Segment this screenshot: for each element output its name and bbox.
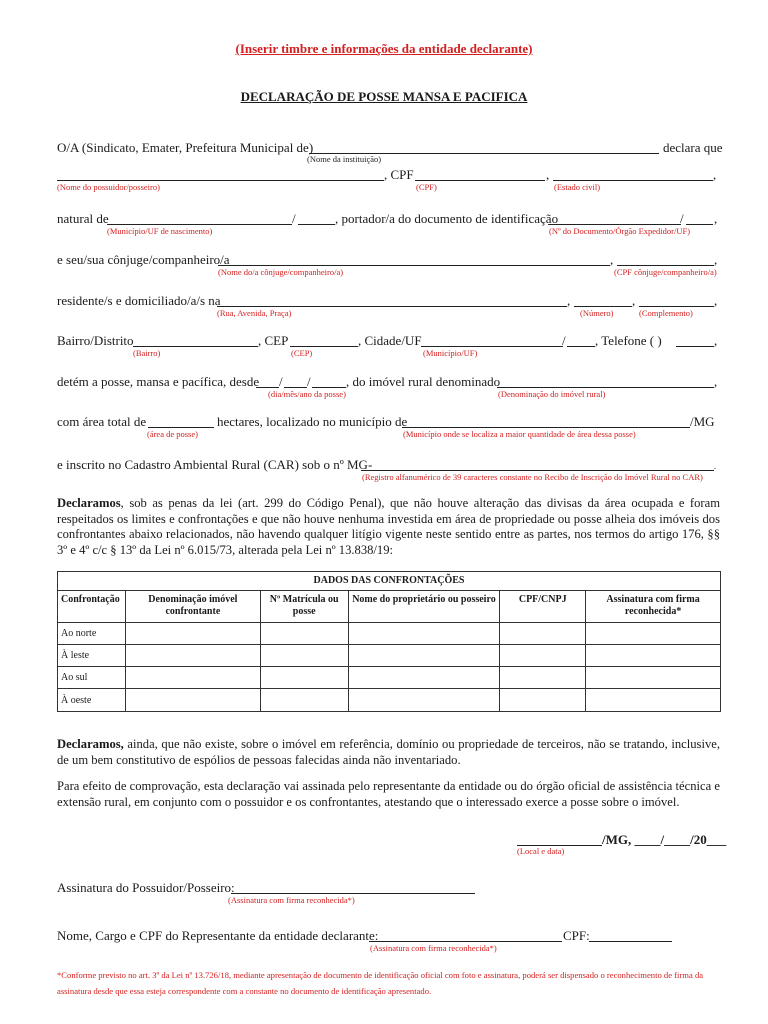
place-date-caption: (Local e data)	[517, 846, 565, 856]
cell-input[interactable]	[500, 689, 586, 712]
district-caption: (Bairro)	[133, 348, 161, 358]
municipality-caption: (Município onde se localiza a maior quantidade de área dessa posse)	[403, 429, 636, 439]
comma: ,	[567, 293, 571, 308]
comma: ,	[546, 167, 550, 182]
cpf-caption: (CPF)	[416, 182, 437, 192]
cell-input[interactable]	[260, 667, 348, 689]
cell-input[interactable]	[500, 667, 586, 689]
street-caption: (Rua, Avenida, Praça)	[217, 308, 292, 318]
number-field[interactable]	[574, 306, 632, 307]
table-row	[58, 667, 721, 689]
phone-label: , Telefone ( )	[595, 333, 662, 348]
owner-cpf-field[interactable]	[415, 180, 545, 181]
spouse-label: e seu/sua cônjuge/companheiro/a	[57, 252, 230, 267]
declaration-paragraph-3: Para efeito de comprovação, esta declaração vai assinada pelo representante da entidade ou do órgão oficial de assistência técnica e extensão rural, em conjunto com o possuidor e os confrontantes, atestando que o interessado exerce a posse sobre o imóvel.	[57, 779, 720, 809]
col-header-registration: Nº Matrícula ou posse	[260, 591, 348, 623]
row-label-west: À oeste	[58, 689, 126, 712]
declaration-bold: Declaramos	[57, 496, 121, 510]
cell-input[interactable]	[348, 645, 500, 667]
document-caption: (Nº do Documento/Órgão Expedidor/UF)	[549, 226, 691, 236]
spouse-cpf-caption: (CPF cônjuge/companheiro/a)	[614, 267, 717, 277]
area-label: com área total de	[57, 414, 147, 429]
cell-input[interactable]	[260, 623, 348, 645]
possession-day-field[interactable]	[256, 387, 279, 388]
comma: ,	[714, 293, 718, 308]
complement-field[interactable]	[639, 306, 714, 307]
cpf-label: , CPF	[384, 167, 414, 182]
document-uf-field[interactable]	[686, 224, 713, 225]
state-suffix: /MG	[690, 414, 715, 429]
possession-date-caption: (dia/mês/ano da posse)	[268, 389, 346, 399]
document-label: , portador/a do documento de identificação	[335, 211, 559, 226]
cell-input[interactable]	[125, 667, 260, 689]
owner-name-caption: (Nome do possuidor/posseiro)	[57, 182, 160, 192]
col-header-property-name: Denominação imóvel confrontante	[125, 591, 260, 623]
footnote: *Conforme previsto no art. 3º da Lei nº 13.726/18, mediante apresentação de documento de identificação oficial com foto e assinatura, poderá ser dispensado o reconhecimento de firma da assinatura desde que essa esteja correspondente com a constante no documento de identificação apresentado.	[57, 970, 704, 996]
declaration-bold: Declaramos,	[57, 737, 124, 751]
birthplace-field[interactable]	[107, 224, 292, 225]
cell-input[interactable]	[348, 667, 500, 689]
declares-label: declara que	[663, 140, 723, 155]
cell-input[interactable]	[260, 689, 348, 712]
address-label: residente/s e domiciliado/a/s na	[57, 293, 221, 308]
col-header-owner-name: Nome do proprietário ou posseiro	[348, 591, 500, 623]
area-field[interactable]	[148, 427, 214, 428]
car-label: e inscrito no Cadastro Ambiental Rural (CAR) sob o nº MG-	[57, 457, 373, 472]
comma: ,	[714, 333, 718, 348]
owner-signature-field[interactable]	[231, 893, 475, 894]
col-header-signature: Assinatura com firma reconhecida*	[586, 591, 721, 623]
slash: /	[279, 374, 283, 389]
comma: ,	[714, 211, 718, 226]
car-caption: (Registro alfanumérico de 39 caracteres constante no Recibo de Inscrição do Imóvel Rural no CAR)	[362, 472, 703, 482]
cell-input[interactable]	[125, 689, 260, 712]
row-label-north: Ao norte	[58, 623, 126, 645]
representative-label: Nome, Cargo e CPF do Representante da entidade declarante:	[57, 928, 379, 943]
possession-since-label: detém a posse, mansa e pacífica, desde	[57, 374, 260, 389]
complement-caption: (Complemento)	[639, 308, 693, 318]
property-name-caption: (Denominação do imóvel rural)	[498, 389, 606, 399]
municipality-field[interactable]	[402, 427, 690, 428]
cell-input[interactable]	[125, 645, 260, 667]
document-title: DECLARAÇÃO DE POSSE MANSA E PACIFICA	[240, 89, 528, 104]
representative-cpf-field[interactable]	[589, 941, 672, 942]
col-header-confrontation: Confrontação	[58, 591, 126, 623]
declaration-paragraph-2	[57, 737, 720, 768]
table-title: DADOS DAS CONFRONTAÇÕES	[58, 572, 721, 591]
row-label-south: Ao sul	[58, 667, 126, 689]
property-name-label: , do imóvel rural denominado	[346, 374, 501, 389]
comma: ,	[713, 167, 717, 182]
confrontations-table	[57, 571, 721, 712]
number-caption: (Número)	[580, 308, 614, 318]
table-row	[58, 645, 721, 667]
civil-status-field[interactable]	[553, 180, 713, 181]
district-field[interactable]	[133, 346, 258, 347]
col-header-cpf-cnpj: CPF/CNPJ	[500, 591, 586, 623]
cell-input[interactable]	[500, 645, 586, 667]
cep-caption: (CEP)	[291, 348, 313, 358]
document-number-field[interactable]	[548, 224, 681, 225]
area-caption: (área de posse)	[147, 429, 198, 439]
spouse-name-caption: (Nome do/a cônjuge/companheiro/a)	[218, 267, 344, 277]
cell-input[interactable]	[586, 667, 721, 689]
comma: ,	[714, 252, 718, 267]
property-name-field[interactable]	[497, 387, 714, 388]
city-label: , Cidade/UF	[358, 333, 422, 348]
cell-input[interactable]	[125, 623, 260, 645]
table-row	[58, 689, 721, 712]
institution-caption: (Nome da instituição)	[307, 154, 382, 164]
representative-cpf-label: CPF:	[563, 928, 590, 943]
comma: ,	[632, 293, 636, 308]
letterhead-placeholder: (Inserir timbre e informações da entidade declarante)	[235, 41, 533, 56]
cell-input[interactable]	[586, 623, 721, 645]
table-row	[58, 623, 721, 645]
owner-signature-label: Assinatura do Possuidor/Posseiro:	[57, 880, 235, 895]
civil-status-caption: (Estado civil)	[554, 182, 601, 192]
city-caption: (Município/UF)	[423, 348, 478, 358]
cell-input[interactable]	[260, 645, 348, 667]
slash: /	[307, 374, 311, 389]
cell-input[interactable]	[348, 689, 500, 712]
comma: ,	[610, 252, 614, 267]
row-label-east: À leste	[58, 645, 126, 667]
slash: /	[562, 333, 566, 348]
city-field[interactable]	[421, 346, 563, 347]
owner-name-field[interactable]	[57, 180, 384, 181]
municipality-label: hectares, localizado no município de	[217, 414, 408, 429]
period: .	[714, 462, 716, 471]
representative-signature-caption: (Assinatura com firma reconhecida*)	[370, 943, 497, 953]
representative-signature-field[interactable]	[369, 941, 562, 942]
cell-input[interactable]	[500, 623, 586, 645]
owner-signature-caption: (Assinatura com firma reconhecida*)	[228, 895, 355, 905]
street-field[interactable]	[217, 306, 567, 307]
cep-field[interactable]	[290, 346, 358, 347]
slash: /	[292, 211, 296, 226]
declaration-paragraph-1	[57, 496, 720, 558]
possession-month-field[interactable]	[284, 387, 307, 388]
birthplace-label: natural de	[57, 211, 109, 226]
declaration-text: ainda, que não existe, sobre o imóvel em referência, domínio ou propriedade de terceiros, não se tratando, inclusive, de um bem constitutivo de espólios de pessoas falecidas ainda não inventariado.	[57, 737, 720, 767]
phone-field[interactable]	[676, 346, 714, 347]
city-uf-field[interactable]	[567, 346, 595, 347]
place-date-text: /MG, ____/____/20___	[602, 832, 727, 847]
comma: ,	[714, 374, 718, 389]
slash: /	[680, 211, 684, 226]
district-label: Bairro/Distrito	[57, 333, 134, 348]
possession-year-field[interactable]	[312, 387, 346, 388]
birthplace-uf-field[interactable]	[298, 224, 335, 225]
birthplace-caption: (Município/UF de nascimento)	[107, 226, 213, 236]
spouse-name-field[interactable]	[218, 265, 610, 266]
cell-input[interactable]	[348, 623, 500, 645]
institution-label: O/A (Sindicato, Emater, Prefeitura Municipal de)	[57, 140, 314, 155]
cell-input[interactable]	[586, 645, 721, 667]
cep-label: , CEP	[258, 333, 289, 348]
cell-input[interactable]	[586, 689, 721, 712]
declaration-text: , sob as penas da lei (art. 299 do Código Penal), que não houve alteração das divisas da área ocupada e foram respeitados os limites e confrontações e que não houve nenhuma investida em área de propriedade ou posse alheia dos imóveis dos confrontantes abaixo relacionados, não havendo qualquer litígio vigente neste sentido entre as partes, nos termos do artigo 176, §§ 3º e 4º c/c § 13º da Lei nº 6.015/73, alterada pela Lei nº 13.838/19:	[57, 496, 720, 557]
car-number-field[interactable]	[361, 470, 714, 471]
spouse-cpf-field[interactable]	[617, 265, 714, 266]
